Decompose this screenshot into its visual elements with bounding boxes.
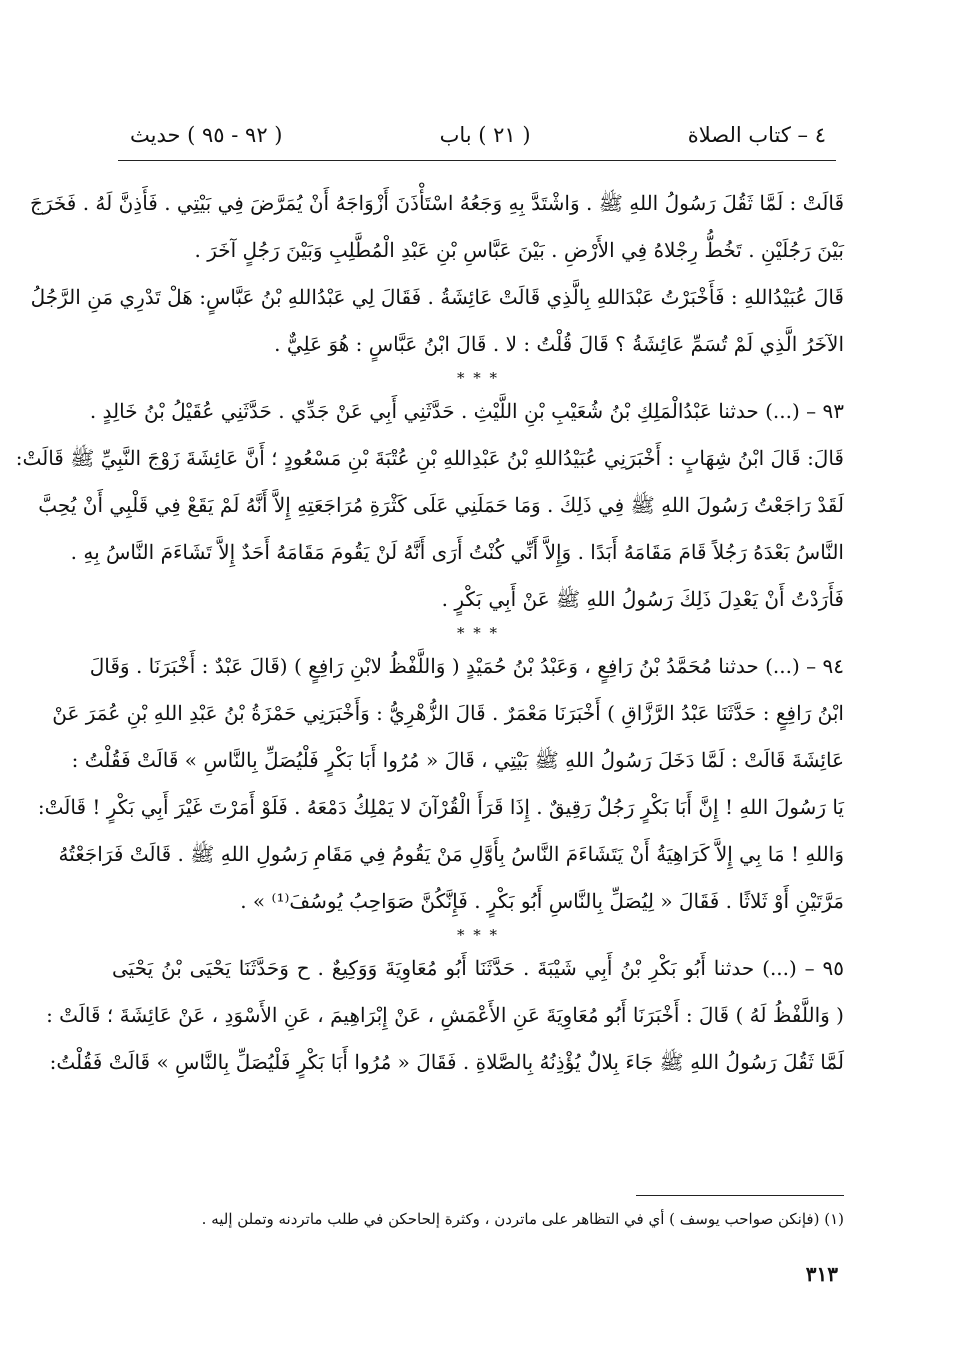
header-rule — [118, 160, 836, 161]
hadith-95-line: لَمَّا ثَقُلَ رَسُولُ اللهِ ﷺ جَاءَ بِلالٌ يُؤْذِنُهُ بِالصَّلاةِ . فَقَالَ « مُرُوا أَبَا بَكْرٍ فَلْيُصَلِّ بِالنَّاسِ » قَالَتْ فَقُلْتُ: — [49, 1050, 844, 1074]
text-line: قَالَتْ : لَمَّا ثَقُلَ رَسُولُ اللهِ ﷺ . وَاشْتَدَّ بِهِ وَجَعُهُ اسْتَأْذَنَ أَزْوَاجَهُ أَنْ يُمَرَّضَ فِي بَيْتِي . فَأَذِنَّ لَهُ . فَخَرَجَ — [29, 191, 844, 215]
text-line: بَيْنَ رَجُلَيْنِ . تَخُطُّ رِجْلاهُ فِي الأَرْضِ . بَيْنَ عَبَّاسِ بْنِ عَبْدِ الْمُطَّلِبِ وَبَيْنَ رَجُلٍ آخَرَ . — [194, 238, 844, 262]
footnote: (١) (فإنكن صواحب يوسف ) أي في التظاهر على ماتردن ، وكثرة إلحاحكن في طلب ماتردنه وتملن إليه . — [201, 1210, 844, 1228]
hadith-94-line: ابْنُ رَافِعٍ : حَدَّثَنَا عَبْدُ الرَّزَّاقِ ) أَخْبَرَنَا مَعْمَرٌ . قَالَ الزُّهْرِيُّ : وَأَخْبَرَنِي حَمْزَةُ بْنُ عَبْدِ اللهِ بْنِ عُمَرَ عَنْ — [52, 701, 844, 725]
hadith-94-line: يَا رَسُولَ اللهِ ! إِنَّ أَبَا بَكْرٍ رَجُلٌ رَقِيقٌ . إِذَا قَرَأَ الْقُرْآنَ لا يَمْلِكُ دَمْعَهُ . فَلَوْ أَمَرْتَ غَيْرَ أَبِي بَكْرٍ ! قَالَتْ: — [37, 795, 844, 819]
text-line: قَالَ عُبَيْدُاللهِ : فَأَخْبَرْتُ عَبْدَاللهِ بِالَّذِي قَالَتْ عَائِشَةُ . فَقَالَ لِي عَبْدُاللهِ بْنُ عَبَّاسٍ: هَلْ تَدْرِي مَنِ الرَّجُلُ — [30, 285, 844, 309]
hadith-93-line: النَّاسُ بَعْدَهُ رَجُلاً قَامَ مَقَامَهُ أَبَدًا . وَإِلاَّ أَنِّي كُنْتُ أَرَى أَنَّهُ لَنْ يَقُومَ مَقَامَهُ أَحَدٌ إِلاَّ تَشَاءَمَ النَّاسُ بِهِ . — [70, 540, 844, 564]
hadith-94-line: عَائِشَةَ قَالَتْ : لَمَّا دَخَلَ رَسُولُ اللهِ ﷺ بَيْتِي ، قَالَ « مُرُوا أَبَا بَكْرٍ فَلْيُصَلِّ بِالنَّاسِ » قَالَتْ فَقُلْتُ : — [71, 748, 844, 772]
hadith-95-line: ( وَاللَّفْظُ لَهُ ) قَالَ : أَخْبَرَنَا أَبُو مُعَاوِيَةَ عَنِ الأَعْمَشِ ، عَنْ إِبْرَاهِيمَ ، عَنِ الأَسْوَدِ ، عَنْ عَائِشَةَ ؛ قَالَتْ : — [46, 1003, 844, 1027]
header-book-title: ٤ – كتاب الصلاة — [687, 123, 826, 147]
footnote-rule — [636, 1195, 844, 1196]
running-header — [130, 115, 826, 155]
hadith-93-line: فَأَرَدْتُ أَنْ يَعْدِلَ ذَلِكَ رَسُولُ اللهِ ﷺ عَنْ أَبِي بَكْرٍ . — [441, 587, 844, 611]
hadith-93-line: ٩٣ – (...) حدثنا عَبْدُالْمَلِكِ بْنُ شُعَيْبِ بْنِ اللَّيْثِ . حَدَّثَنِي أَبِي عَنْ جَدِّي . حَدَّثَنِي عُقَيْلُ بْنُ خَالِدٍ . — [89, 399, 844, 423]
body-text — [15, 180, 845, 1086]
hadith-94-line: وَاللهِ ! مَا بِي إِلاَّ كَرَاهِيَةُ أَنْ يَتَشَاءَمَ النَّاسُ بِأَوَّلِ مَنْ يَقُومُ فِي مَقَامِ رَسُولِ اللهِ ﷺ . قَالَتْ فَرَاجَعْتُهُ — [58, 842, 844, 866]
hadith-93-line: قَالَ: قَالَ ابْنُ شِهَابٍ : أَخْبَرَنِي عُبَيْدُاللهِ بْنُ عَبْدِاللهِ بْنِ عُتْبَةَ بْنِ مَسْعُودٍ ؛ أَنَّ عَائِشَةَ زَوْجَ النَّبِيِّ ﷺ قَالَتْ: — [15, 446, 844, 470]
separator-stars: * * * — [456, 369, 500, 387]
separator-stars: * * * — [456, 926, 500, 944]
header-chapter: ( ٢١ ) باب — [439, 123, 531, 147]
hadith-94-line: مَرَّتَيْنِ أَوْ ثَلاثًا . فَقَالَ « لِيُصَلِّ بِالنَّاسِ أَبُو بَكْرٍ . فَإِنَّكُنَّ صَوَاحِبُ يُوسُفَ⁽¹⁾ » . — [240, 889, 844, 913]
hadith-94-line: ٩٤ – (...) حدثنا مُحَمَّدُ بْنُ رَافِعٍ ، وَعَبْدُ بْنُ حُمَيْدٍ ( وَاللَّفْظُ لابْنِ رَافِعٍ ) (قَالَ عَبْدٌ : أَخْبَرَنَا . وَقَالَ — [89, 654, 844, 678]
header-hadith-range: ( ٩٢ - ٩٥ ) حديث — [130, 123, 283, 147]
page-number: ٣١٣ — [805, 1262, 838, 1286]
hadith-93-line: لَقَدْ رَاجَعْتُ رَسُولَ اللهِ ﷺ فِي ذَلِكَ . وَمَا حَمَلَنِي عَلَى كَثْرَةِ مُرَاجَعَتِهِ إِلاَّ أَنَّهُ لَمْ يَقَعْ فِي قَلْبِي أَنْ يُحِبَّ — [38, 493, 844, 517]
text-line: الآخَرُ الَّذِي لَمْ تُسَمِّ عَائِشَةُ ؟ قَالَ قُلْتُ : لا . قَالَ ابْنُ عَبَّاسٍ : هُوَ عَلِيٌّ . — [274, 332, 844, 356]
separator-stars: * * * — [456, 624, 500, 642]
hadith-95-line: ٩٥ – (...) حدثنا أَبُو بَكْرِ بْنُ أَبِي شَيْبَةَ . حَدَّثَنَا أَبُو مُعَاوِيَةَ وَوَكِيعٌ . ح وَحَدَّثَنَا يَحْيَى بْنُ يَحْيَى — [112, 956, 845, 980]
